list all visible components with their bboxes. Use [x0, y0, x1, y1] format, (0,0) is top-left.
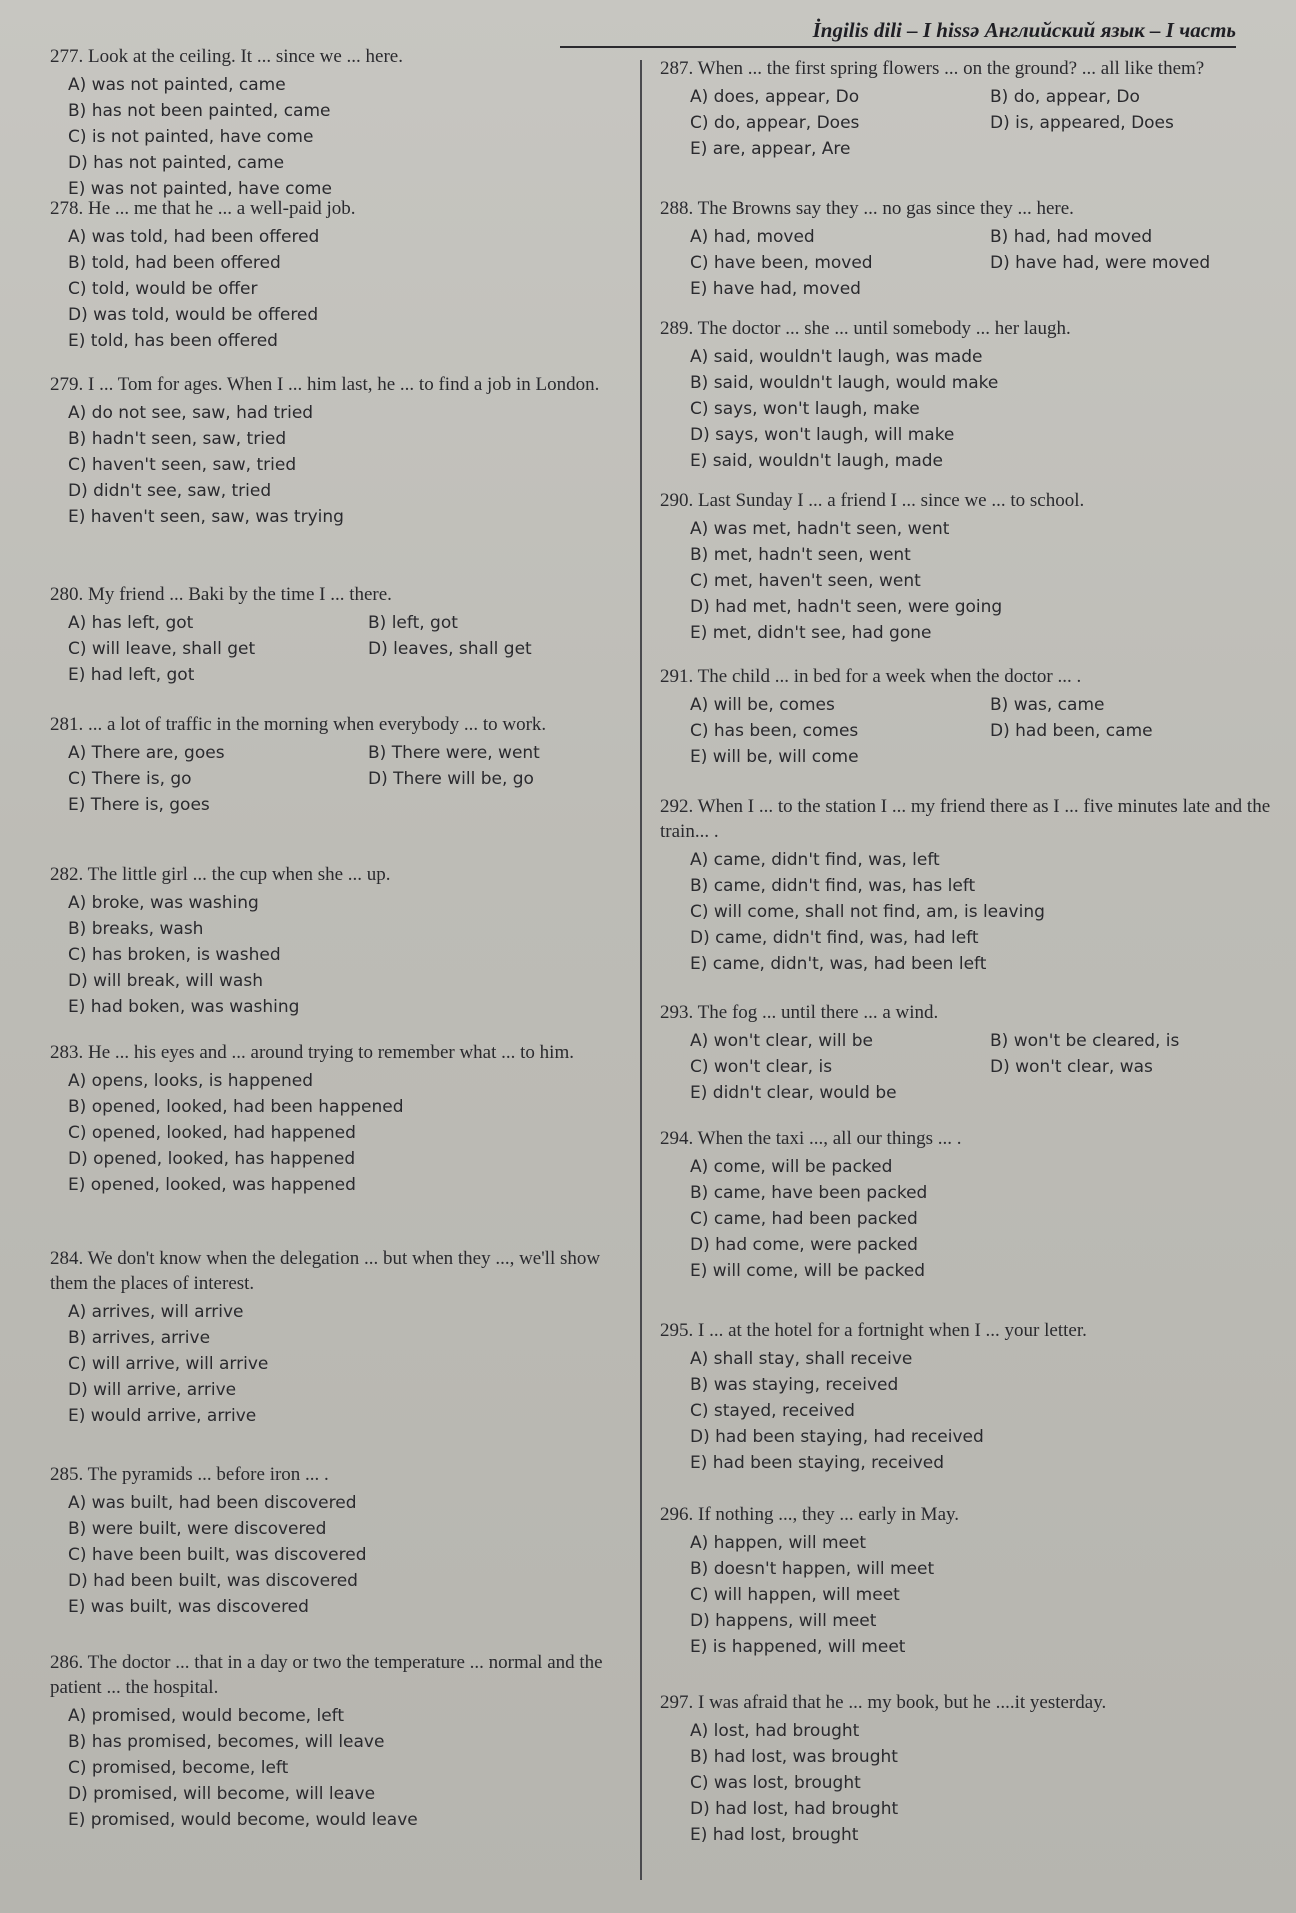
- option[interactable]: A) has left, got: [68, 613, 194, 633]
- option[interactable]: B) was staying, received: [690, 1375, 899, 1395]
- option[interactable]: D) came, didn't find, was, had left: [690, 928, 979, 948]
- option[interactable]: A) happen, will meet: [690, 1533, 867, 1553]
- option[interactable]: A) shall stay, shall receive: [690, 1349, 913, 1369]
- option[interactable]: C) says, won't laugh, make: [690, 399, 920, 419]
- option[interactable]: C) will happen, will meet: [690, 1585, 900, 1605]
- option[interactable]: B) left, got: [368, 613, 458, 633]
- option[interactable]: B) arrives, arrive: [68, 1328, 211, 1348]
- question-281: 281. ... a lot of traffic in the morning when everybody ... to work. A) There are, goes B) There were, went C) There is, go D) There will be, go E) There is, goes: [20, 712, 640, 818]
- option[interactable]: A) do not see, saw, had tried: [68, 403, 314, 423]
- question-280: 280. My friend ... Baki by the time I ... there. A) has left, got B) left, got C) will leave, shall get D) leaves, shall get E) had left, got: [20, 582, 640, 688]
- option[interactable]: E) had boken, was washing: [68, 997, 300, 1017]
- option[interactable]: E) is happened, will meet: [690, 1637, 906, 1657]
- option[interactable]: E) promised, would become, would leave: [68, 1810, 418, 1830]
- option[interactable]: C) will leave, shall get: [68, 639, 256, 659]
- question-297: 297. I was afraid that he ... my book, but he ....it yesterday. A) lost, had brought B) had lost, was brought C) was lost, brought D) had lost, had brought E) had lost, brought: [660, 1690, 1280, 1848]
- option[interactable]: B) breaks, wash: [68, 919, 204, 939]
- option[interactable]: C) will arrive, will arrive: [68, 1354, 269, 1374]
- header-rule: [560, 46, 1236, 48]
- option[interactable]: E) met, didn't see, had gone: [690, 623, 932, 643]
- option[interactable]: D) happens, will meet: [690, 1611, 877, 1631]
- question-293: 293. The fog ... until there ... a wind. A) won't clear, will be B) won't be cleared, is C) won't clear, is D) won't clear, was E) didn't clear, would be: [660, 1000, 1280, 1106]
- option[interactable]: B) was, came: [990, 695, 1105, 715]
- option[interactable]: A) came, didn't find, was, left: [690, 850, 940, 870]
- option[interactable]: A) was not painted, came: [68, 75, 286, 95]
- option[interactable]: A) broke, was washing: [68, 893, 259, 913]
- option[interactable]: B) opened, looked, had been happened: [68, 1097, 404, 1117]
- option[interactable]: C) promised, become, left: [68, 1758, 289, 1778]
- option[interactable]: A) promised, would become, left: [68, 1706, 345, 1726]
- option[interactable]: D) says, won't laugh, will make: [690, 425, 955, 445]
- option[interactable]: D) had been staying, had received: [690, 1427, 984, 1447]
- option[interactable]: C) told, would be offer: [68, 279, 258, 299]
- option[interactable]: D) will break, will wash: [68, 971, 263, 991]
- option[interactable]: E) didn't clear, would be: [690, 1083, 897, 1103]
- option[interactable]: E) had lost, brought: [690, 1825, 859, 1845]
- option[interactable]: B) hadn't seen, saw, tried: [68, 429, 287, 449]
- option[interactable]: D) didn't see, saw, tried: [68, 481, 272, 501]
- option[interactable]: C) is not painted, have come: [68, 127, 314, 147]
- option[interactable]: E) will be, will come: [690, 747, 859, 767]
- option[interactable]: A) won't clear, will be: [690, 1031, 873, 1051]
- option[interactable]: E) are, appear, Are: [690, 139, 851, 159]
- option[interactable]: C) There is, go: [68, 769, 192, 789]
- option[interactable]: E) said, wouldn't laugh, made: [690, 451, 943, 471]
- option[interactable]: E) will come, will be packed: [690, 1261, 926, 1281]
- option[interactable]: B) were built, were discovered: [68, 1519, 327, 1539]
- question-283: 283. He ... his eyes and ... around trying to remember what ... to him. A) opens, looks, is happened B) opened, looked, had been happened C) opened, looked, had happened D) opened, looked, has happened E) opened, looked, was happened: [20, 1040, 640, 1198]
- option[interactable]: C) met, haven't seen, went: [690, 571, 921, 591]
- option[interactable]: D) had come, were packed: [690, 1235, 918, 1255]
- option[interactable]: B) do, appear, Do: [990, 87, 1140, 107]
- question-287: 287. When ... the first spring flowers ... on the ground? ... all like them? A) does, appear, Do B) do, appear, Do C) do, appear, Does D) is, appeared, Does E) are, appear, Are: [660, 56, 1280, 162]
- question-288: 288. The Browns say they ... no gas since they ... here. A) had, moved B) had, had moved C) have been, moved D) have had, were moved E) have had, moved: [660, 196, 1280, 302]
- question-282: 282. The little girl ... the cup when she ... up. A) broke, was washing B) breaks, wash C) has broken, is washed D) will break, will wash E) had boken, was washing: [20, 862, 640, 1020]
- option[interactable]: B) has promised, becomes, will leave: [68, 1732, 385, 1752]
- option[interactable]: E) had left, got: [68, 665, 195, 685]
- option[interactable]: D) won't clear, was: [990, 1057, 1153, 1077]
- option[interactable]: C) opened, looked, had happened: [68, 1123, 356, 1143]
- option[interactable]: B) said, wouldn't laugh, would make: [690, 373, 999, 393]
- question-296: 296. If nothing ..., they ... early in May. A) happen, will meet B) doesn't happen, will meet C) will happen, will meet D) happens, will meet E) is happened, will meet: [660, 1502, 1280, 1660]
- option[interactable]: B) met, hadn't seen, went: [690, 545, 911, 565]
- question-285: 285. The pyramids ... before iron ... . A) was built, had been discovered B) were built, were discovered C) have been built, was discovered D) had been built, was discovered E) was built, was discovered: [20, 1462, 640, 1620]
- option[interactable]: B) doesn't happen, will meet: [690, 1559, 935, 1579]
- option[interactable]: D) have had, were moved: [990, 253, 1211, 273]
- option[interactable]: C) was lost, brought: [690, 1773, 861, 1793]
- option[interactable]: E) haven't seen, saw, was trying: [68, 507, 344, 527]
- option[interactable]: C) won't clear, is: [690, 1057, 833, 1077]
- option[interactable]: C) came, had been packed: [690, 1209, 918, 1229]
- option[interactable]: A) was built, had been discovered: [68, 1493, 357, 1513]
- option[interactable]: B) had lost, was brought: [690, 1747, 898, 1767]
- option[interactable]: E) came, didn't, was, had been left: [690, 954, 987, 974]
- option[interactable]: B) told, had been offered: [68, 253, 281, 273]
- option[interactable]: D) had lost, had brought: [690, 1799, 899, 1819]
- option[interactable]: E) told, has been offered: [68, 331, 278, 351]
- option[interactable]: A) said, wouldn't laugh, was made: [690, 347, 983, 367]
- page-header: İngilis dili – I hissə Английский язык – I часть: [812, 18, 1236, 42]
- option[interactable]: D) promised, will become, will leave: [68, 1784, 376, 1804]
- question-291: 291. The child ... in bed for a week when the doctor ... . A) will be, comes B) was, came C) has been, comes D) had been, came E) will be, will come: [660, 664, 1280, 770]
- option[interactable]: B) won't be cleared, is: [990, 1031, 1180, 1051]
- option[interactable]: A) lost, had brought: [690, 1721, 860, 1741]
- column-divider: [640, 60, 642, 1880]
- option[interactable]: C) haven't seen, saw, tried: [68, 455, 297, 475]
- option[interactable]: B) came, have been packed: [690, 1183, 928, 1203]
- question-284: 284. We don't know when the delegation ... but when they ..., we'll show them the places of interest. A) arrives, will arrive B) arrives, arrive C) will arrive, will arrive D) will arrive, arrive E) would arrive, arrive: [20, 1246, 640, 1429]
- question-286: 286. The doctor ... that in a day or two the temperature ... normal and the patient ... the hospital. A) promised, would become, left B) has promised, becomes, will leave C) promised, become, left D) promised, will become, will leave E) promised, would become, would leave: [20, 1650, 640, 1833]
- option[interactable]: C) do, appear, Does: [690, 113, 860, 133]
- option[interactable]: D) will arrive, arrive: [68, 1380, 237, 1400]
- question-278: 278. He ... me that he ... a well-paid job. A) was told, had been offered B) told, had been offered C) told, would be offer D) was told, would be offered E) told, has been offered: [20, 196, 640, 354]
- option[interactable]: D) leaves, shall get: [368, 639, 532, 659]
- question-295: 295. I ... at the hotel for a fortnight when I ... your letter. A) shall stay, shall receive B) was staying, received C) stayed, received D) had been staying, had received E) had been staying, received: [660, 1318, 1280, 1476]
- option[interactable]: D) opened, looked, has happened: [68, 1149, 356, 1169]
- option[interactable]: A) will be, comes: [690, 695, 835, 715]
- option[interactable]: A) opens, looks, is happened: [68, 1071, 314, 1091]
- option[interactable]: B) came, didn't find, was, has left: [690, 876, 976, 896]
- option[interactable]: A) arrives, will arrive: [68, 1302, 244, 1322]
- question-289: 289. The doctor ... she ... until somebody ... her laugh. A) said, wouldn't laugh, was made B) said, wouldn't laugh, would make C) says, won't laugh, make D) says, won't laugh, will make E) said, wouldn't laugh, made: [660, 316, 1280, 474]
- option[interactable]: D) is, appeared, Does: [990, 113, 1174, 133]
- option[interactable]: E) would arrive, arrive: [68, 1406, 257, 1426]
- option[interactable]: A) There are, goes: [68, 743, 225, 763]
- option[interactable]: E) was not painted, have come: [68, 179, 332, 199]
- option[interactable]: C) has broken, is washed: [68, 945, 281, 965]
- question-292: 292. When I ... to the station I ... my friend there as I ... five minutes late and the train... . A) came, didn't find, was, left B) came, didn't find, was, has left C) will come, shall not find, am, is leaving D) came, didn't find, was, had left E) came, didn't, was, had been left: [660, 794, 1280, 977]
- question-279: 279. I ... Tom for ages. When I ... him last, he ... to find a job in London. A) do not see, saw, had tried B) hadn't seen, saw, tried C) haven't seen, saw, tried D) didn't see, saw, tried E) haven't seen, saw, was trying: [20, 372, 640, 530]
- option[interactable]: C) has been, comes: [690, 721, 859, 741]
- option[interactable]: C) stayed, received: [690, 1401, 855, 1421]
- option[interactable]: A) was met, hadn't seen, went: [690, 519, 950, 539]
- option[interactable]: A) come, will be packed: [690, 1157, 893, 1177]
- option[interactable]: D) has not painted, came: [68, 153, 285, 173]
- question-294: 294. When the taxi ..., all our things ... . A) come, will be packed B) came, have been packed C) came, had been packed D) had come, were packed E) will come, will be packed: [660, 1126, 1280, 1284]
- option[interactable]: E) opened, looked, was happened: [68, 1175, 356, 1195]
- option[interactable]: B) had, had moved: [990, 227, 1153, 247]
- option[interactable]: D) had been built, was discovered: [68, 1571, 358, 1591]
- option[interactable]: E) There is, goes: [68, 795, 210, 815]
- option[interactable]: E) was built, was discovered: [68, 1597, 309, 1617]
- option[interactable]: B) has not been painted, came: [68, 101, 331, 121]
- option[interactable]: A) does, appear, Do: [690, 87, 860, 107]
- option[interactable]: E) had been staying, received: [690, 1453, 945, 1473]
- question-277: 277. Look at the ceiling. It ... since we ... here. A) was not painted, came B) has not been painted, came C) is not painted, have come D) has not painted, came E) was not painted, have come: [20, 44, 640, 202]
- option[interactable]: D) had been, came: [990, 721, 1153, 741]
- option[interactable]: A) had, moved: [690, 227, 815, 247]
- option[interactable]: D) There will be, go: [368, 769, 534, 789]
- option[interactable]: D) was told, would be offered: [68, 305, 319, 325]
- option[interactable]: A) was told, had been offered: [68, 227, 320, 247]
- option[interactable]: C) have been, moved: [690, 253, 873, 273]
- option[interactable]: E) have had, moved: [690, 279, 861, 299]
- option[interactable]: D) had met, hadn't seen, were going: [690, 597, 1003, 617]
- option[interactable]: C) will come, shall not find, am, is leaving: [690, 902, 1045, 922]
- question-290: 290. Last Sunday I ... a friend I ... since we ... to school. A) was met, hadn't seen, went B) met, hadn't seen, went C) met, haven't seen, went D) had met, hadn't seen, were going E) met, didn't see, had gone: [660, 488, 1280, 646]
- option[interactable]: C) have been built, was discovered: [68, 1545, 367, 1565]
- option[interactable]: B) There were, went: [368, 743, 540, 763]
